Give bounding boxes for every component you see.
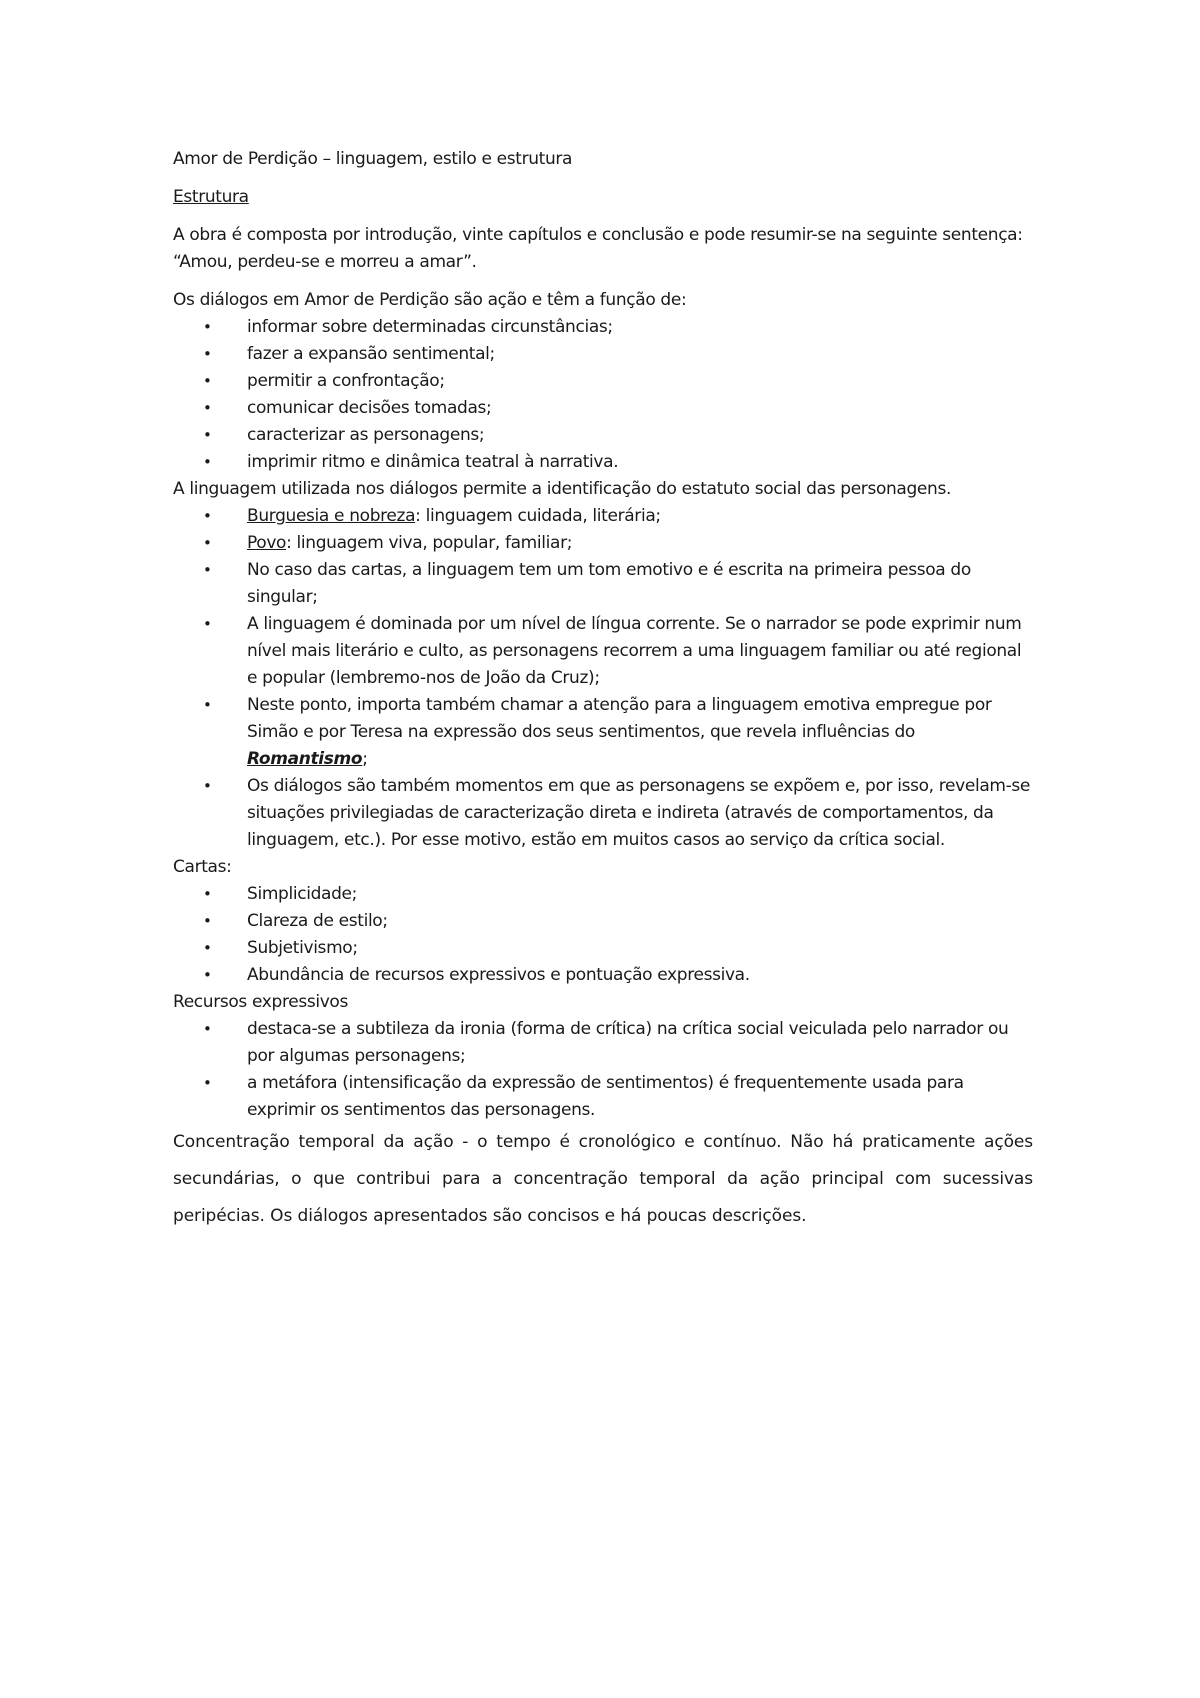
- bullet-icon: •: [203, 939, 212, 957]
- list-item: • Abundância de recursos expressivos e pontuação expressiva.: [173, 962, 1033, 989]
- bullet-icon: •: [203, 399, 212, 417]
- list-item: • a metáfora (intensificação da expressão de sentimentos) é frequentemente usada para exprimir os sentimentos das personagens.: [173, 1070, 1033, 1124]
- bullet-icon: •: [203, 507, 212, 525]
- romantismo-emphasis: Romantismo: [247, 749, 363, 769]
- bullet-icon: •: [203, 696, 212, 714]
- list-item: • Subjetivismo;: [173, 935, 1033, 962]
- social-class-label: Povo: [247, 533, 287, 553]
- list-item: • Povo: linguagem viva, popular, familiar;: [173, 530, 1033, 557]
- bullet-icon: •: [203, 1074, 212, 1092]
- bullet-icon: •: [203, 534, 212, 552]
- structure-heading: Estrutura: [173, 187, 249, 207]
- list-item: • imprimir ritmo e dinâmica teatral à narrativa.: [173, 449, 1033, 476]
- document-body: [173, 146, 1033, 1235]
- social-class-label: Burguesia e nobreza: [247, 506, 416, 526]
- bullet-icon: •: [203, 318, 212, 336]
- letters-list: [173, 881, 1033, 989]
- bullet-icon: •: [203, 912, 212, 930]
- list-item: • destaca-se a subtileza da ironia (forma de crítica) na crítica social veiculada pelo narrador ou por algumas personagens;: [173, 1016, 1033, 1070]
- bullet-icon: •: [203, 345, 212, 363]
- bullet-icon: •: [203, 372, 212, 390]
- resources-list: [173, 1016, 1033, 1124]
- resources-heading: Recursos expressivos: [173, 992, 348, 1012]
- list-item: • informar sobre determinadas circunstâncias;: [173, 314, 1033, 341]
- bullet-icon: •: [203, 426, 212, 444]
- language-list: [173, 503, 1033, 854]
- document-title: Amor de Perdição – linguagem, estilo e estrutura: [173, 149, 573, 169]
- language-intro: A linguagem utilizada nos diálogos permite a identificação do estatuto social das personagens.: [173, 479, 952, 499]
- bullet-icon: •: [203, 777, 212, 795]
- list-item: • No caso das cartas, a linguagem tem um tom emotivo e é escrita na primeira pessoa do singular;: [173, 557, 1033, 611]
- bullet-icon: •: [203, 615, 212, 633]
- list-item: • A linguagem é dominada por um nível de língua corrente. Se o narrador se pode exprimir num nível mais literário e culto, as personagens recorrem a uma linguagem familiar ou até regional e popular (lembremo-nos de João da Cruz);: [173, 611, 1033, 692]
- list-item: • comunicar decisões tomadas;: [173, 395, 1033, 422]
- bullet-icon: •: [203, 453, 212, 471]
- list-item: • Burguesia e nobreza: linguagem cuidada, literária;: [173, 503, 1033, 530]
- bullet-icon: •: [203, 1020, 212, 1038]
- bullet-icon: •: [203, 561, 212, 579]
- list-item: • fazer a expansão sentimental;: [173, 341, 1033, 368]
- dialogues-intro: Os diálogos em Amor de Perdição são ação e têm a função de:: [173, 290, 687, 310]
- structure-paragraph: A obra é composta por introdução, vinte capítulos e conclusão e pode resumir-se na seguinte sentença: “Amou, perdeu-se e morreu a amar”.: [173, 225, 1023, 272]
- list-item: • Clareza de estilo;: [173, 908, 1033, 935]
- concentration-paragraph: Concentração temporal da ação - o tempo é cronológico e contínuo. Não há praticamente ações secundárias, o que contribui para a concentração temporal da ação principal com sucessivas peripécias. Os diálogos apresentados são concisos e há poucas descrições.: [173, 1132, 1033, 1226]
- list-item: • Os diálogos são também momentos em que as personagens se expõem e, por isso, revelam-se situações privilegiadas de caracterização direta e indireta (através de comportamentos, da linguagem, etc.). Por esse motivo, estão em muitos casos ao serviço da crítica social.: [173, 773, 1033, 854]
- list-item: • permitir a confrontação;: [173, 368, 1033, 395]
- bullet-icon: •: [203, 885, 212, 903]
- bullet-icon: •: [203, 966, 212, 984]
- list-item: • Neste ponto, importa também chamar a atenção para a linguagem emotiva empregue por Simão e por Teresa na expressão dos seus sentimentos, que revela influências do Romantismo;: [173, 692, 1033, 773]
- dialogues-list: [173, 314, 1033, 476]
- list-item: • caracterizar as personagens;: [173, 422, 1033, 449]
- letters-heading: Cartas:: [173, 857, 232, 877]
- list-item: • Simplicidade;: [173, 881, 1033, 908]
